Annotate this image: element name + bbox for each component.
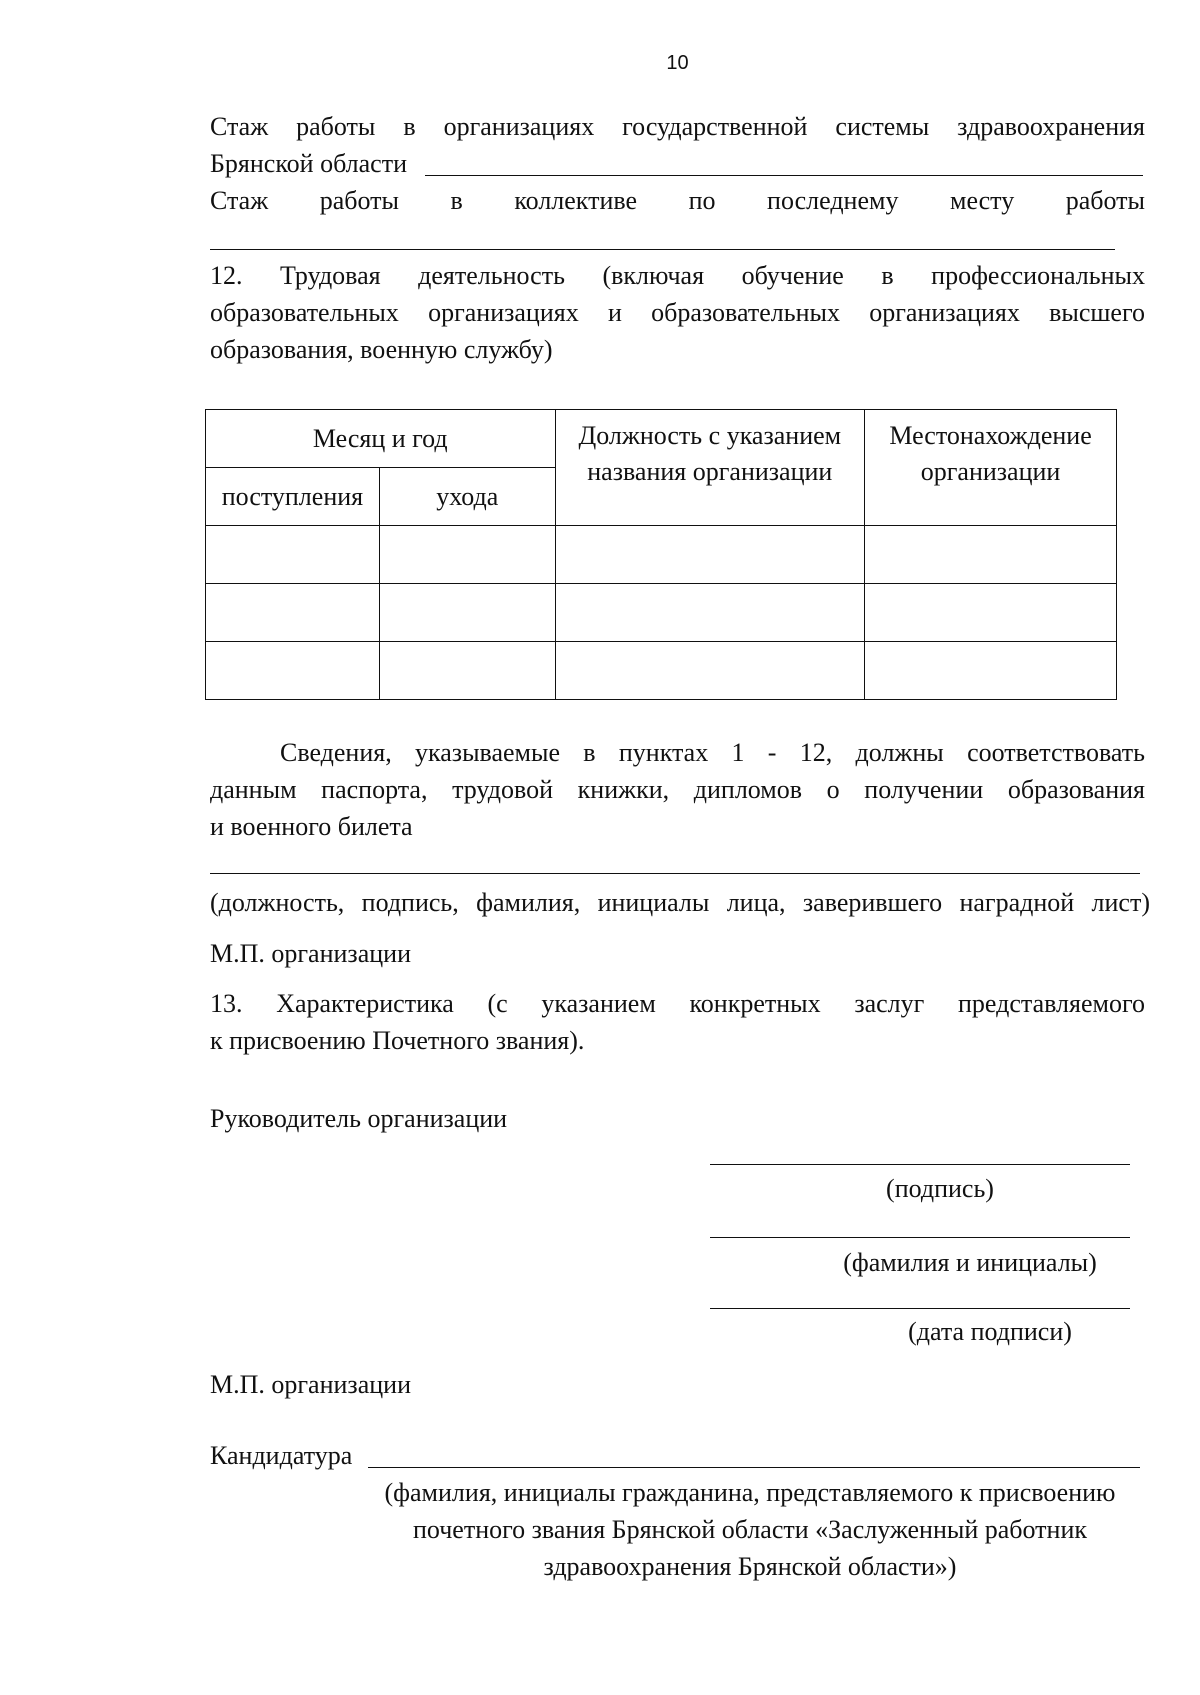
- name-caption: (фамилия и инициалы): [843, 1248, 1097, 1277]
- departure-header: ухода: [379, 468, 555, 526]
- head-of-organization-label: Руководитель организации: [210, 1104, 508, 1133]
- departure-cell[interactable]: [379, 584, 555, 642]
- admission-cell[interactable]: [206, 642, 380, 700]
- certifier-signature-field[interactable]: [210, 873, 1140, 874]
- note-line-3: и военного билета: [210, 812, 413, 841]
- candidate-field[interactable]: [368, 1467, 1140, 1468]
- candidate-caption-line-1: (фамилия, инициалы гражданина, представляемого к присвоению: [384, 1478, 1116, 1507]
- candidate-caption-line-3: здравоохранения Брянской области»): [543, 1552, 957, 1581]
- collective-experience-field[interactable]: [210, 249, 1115, 250]
- section-12-line-1: 12. Трудовая деятельность (включая обучение в профессиональных: [210, 261, 1145, 290]
- section-12-line-2: образовательных организациях и образовательных организациях высшего: [210, 298, 1145, 327]
- state-health-region-label: Брянской области: [210, 149, 407, 178]
- month-year-header: Месяц и год: [206, 410, 556, 468]
- collective-experience-label: Стаж работы в коллективе по последнему месту работы: [210, 186, 1145, 215]
- admission-cell[interactable]: [206, 526, 380, 584]
- state-health-experience-label: Стаж работы в организациях государственной системы здравоохранения: [210, 112, 1145, 141]
- table-row: [206, 584, 1117, 642]
- location-cell[interactable]: [865, 526, 1117, 584]
- departure-cell[interactable]: [379, 526, 555, 584]
- position-cell[interactable]: [555, 584, 865, 642]
- signature-caption: (подпись): [886, 1174, 994, 1203]
- admission-cell[interactable]: [206, 584, 380, 642]
- note-line-2: данным паспорта, трудовой книжки, дипломов о получении образования: [210, 775, 1145, 804]
- position-cell[interactable]: [555, 526, 865, 584]
- certifier-caption: (должность, подпись, фамилия, инициалы лица, заверившего наградной лист): [210, 888, 1150, 917]
- date-field[interactable]: [710, 1308, 1130, 1309]
- candidate-label: Кандидатура: [210, 1441, 353, 1470]
- position-header: Должность с указанием названия организации: [555, 410, 865, 526]
- state-health-experience-field[interactable]: [425, 175, 1143, 176]
- note-line-1: Сведения, указываемые в пунктах 1 - 12, должны соответствовать: [280, 738, 1145, 767]
- position-cell[interactable]: [555, 642, 865, 700]
- admission-header: поступления: [206, 468, 380, 526]
- location-header: Местонахождение организации: [865, 410, 1117, 526]
- location-cell[interactable]: [865, 642, 1117, 700]
- name-field[interactable]: [710, 1237, 1130, 1238]
- section-13-line-2: к присвоению Почетного звания).: [210, 1026, 585, 1055]
- candidate-caption-line-2: почетного звания Брянской области «Заслуженный работник: [412, 1515, 1088, 1544]
- section-12-line-3: образования, военную службу): [210, 335, 553, 364]
- signature-field[interactable]: [710, 1164, 1130, 1165]
- table-row: [206, 642, 1117, 700]
- section-13-line-1: 13. Характеристика (с указанием конкретных заслуг представляемого: [210, 989, 1145, 1018]
- departure-cell[interactable]: [379, 642, 555, 700]
- stamp-label: М.П. организации: [210, 939, 411, 968]
- location-cell[interactable]: [865, 584, 1117, 642]
- date-caption: (дата подписи): [908, 1317, 1072, 1346]
- page-number: 10: [666, 52, 689, 74]
- work-history-table: [205, 409, 1117, 700]
- stamp-label: М.П. организации: [210, 1370, 411, 1399]
- table-row: [206, 526, 1117, 584]
